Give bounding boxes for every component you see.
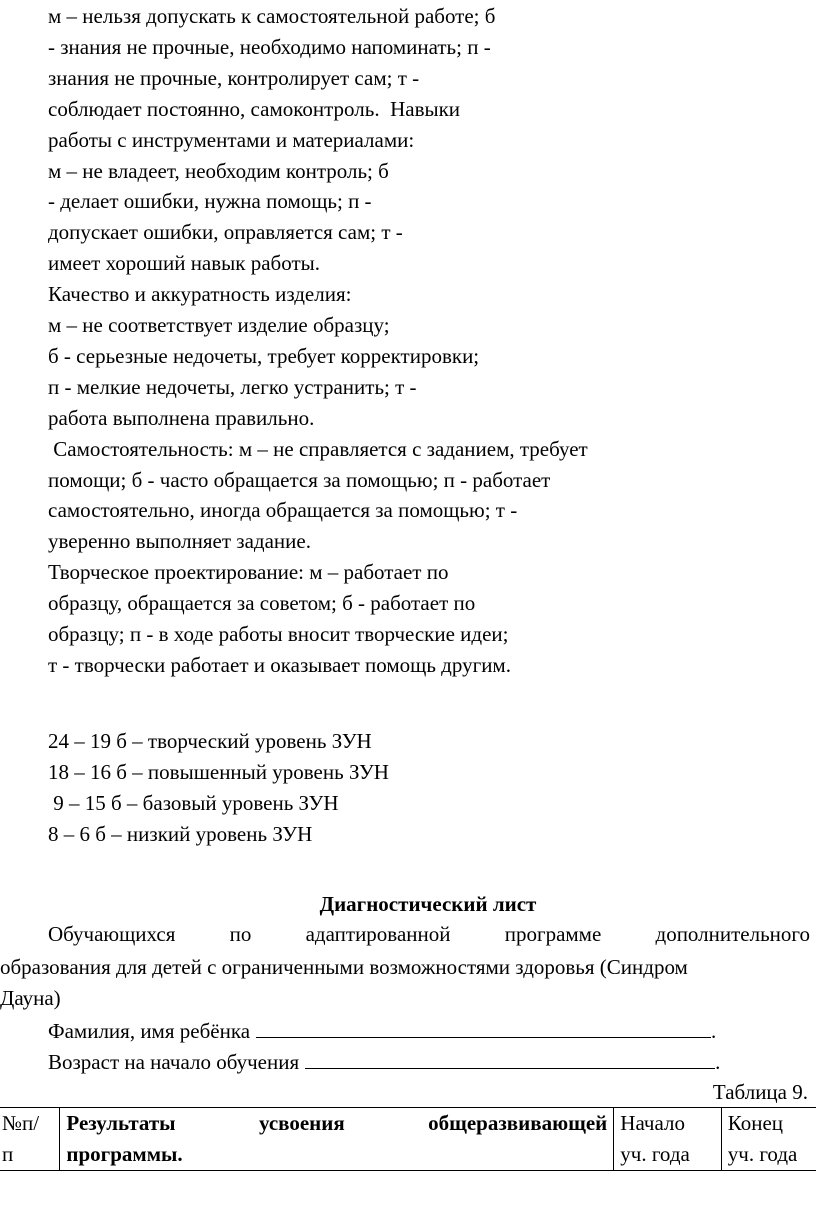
criteria-line: Самостоятельность: м – не справляется с заданием, требует <box>48 436 588 461</box>
child-name-blank <box>256 1017 711 1038</box>
intro-line-3: Дауна) <box>0 986 61 1010</box>
criteria-line: самостоятельно, иногда обращается за помощью; т - <box>48 498 518 523</box>
child-name-label: Фамилия, имя ребёнка <box>48 1019 251 1043</box>
table-header-row <box>0 1108 816 1171</box>
header-results: Результаты усвоения общеразвивающей программы. <box>60 1108 614 1171</box>
criteria-line: т - творчески работает и оказывает помощь другим. <box>48 652 511 677</box>
criteria-line: м – не соответствует изделие образцу; <box>48 313 390 337</box>
criteria-line: знания не прочные, контролирует сам; т - <box>48 65 420 90</box>
age-field: Возраст на начало обучения . <box>48 1050 721 1074</box>
criteria-line: образцу, обращается за советом; б - работает по <box>48 591 476 616</box>
intro-line-2: образования для детей с ограниченными возможностями здоровья (Синдром <box>0 955 688 979</box>
criteria-line: Творческое проектирование: м – работает по <box>48 560 449 585</box>
criteria-line: б - серьезные недочеты, требует корректировки; <box>48 343 480 368</box>
header-end: Конец уч. года <box>721 1108 816 1171</box>
criteria-line: работы с инструментами и материалами: <box>48 127 415 152</box>
criteria-line: соблюдает постоянно, самоконтроль. Навыки <box>48 96 461 121</box>
table-caption: Таблица 9. <box>712 1080 808 1104</box>
level-line: 24 – 19 б – творческий уровень ЗУН <box>48 729 372 753</box>
criteria-line: Качество и аккуратность изделия: <box>48 282 352 307</box>
criteria-line: помощи; б - часто обращается за помощью; п - работает <box>48 467 551 492</box>
criteria-line: имеет хороший навык работы. <box>48 251 320 276</box>
criteria-line: - делает ошибки, нужна помощь; п - <box>48 189 372 214</box>
child-name-field: Фамилия, имя ребёнка . <box>48 1019 717 1043</box>
diagnostic-table <box>0 1107 816 1171</box>
level-line: 9 – 15 б – базовый уровень ЗУН <box>48 791 339 815</box>
document-title: Диагностический лист <box>319 892 537 916</box>
criteria-line: м – нельзя допускать к самостоятельной работе; б <box>48 4 496 28</box>
criteria-line: - знания не прочные, необходимо напоминать; п - <box>48 34 491 59</box>
criteria-line: работа выполнена правильно. <box>48 405 315 430</box>
age-label: Возраст на начало обучения <box>48 1050 300 1074</box>
age-blank <box>305 1048 715 1069</box>
level-line: 8 – 6 б – низкий уровень ЗУН <box>48 822 313 846</box>
criteria-line: уверенно выполняет задание. <box>48 529 311 554</box>
level-line: 18 – 16 б – повышенный уровень ЗУН <box>48 760 389 784</box>
header-start: Начало уч. года <box>614 1108 722 1171</box>
header-number: №п/ п <box>0 1108 60 1171</box>
criteria-line: допускает ошибки, оправляется сам; т - <box>48 220 403 245</box>
criteria-line: образцу; п - в ходе работы вносит творческие идеи; <box>48 622 509 646</box>
criteria-line: м – не владеет, необходим контроль; б <box>48 158 389 183</box>
intro-line-1: Обучающихся по адаптированной программе дополнительного <box>48 922 810 946</box>
criteria-line: п - мелкие недочеты, легко устранить; т - <box>48 374 417 399</box>
